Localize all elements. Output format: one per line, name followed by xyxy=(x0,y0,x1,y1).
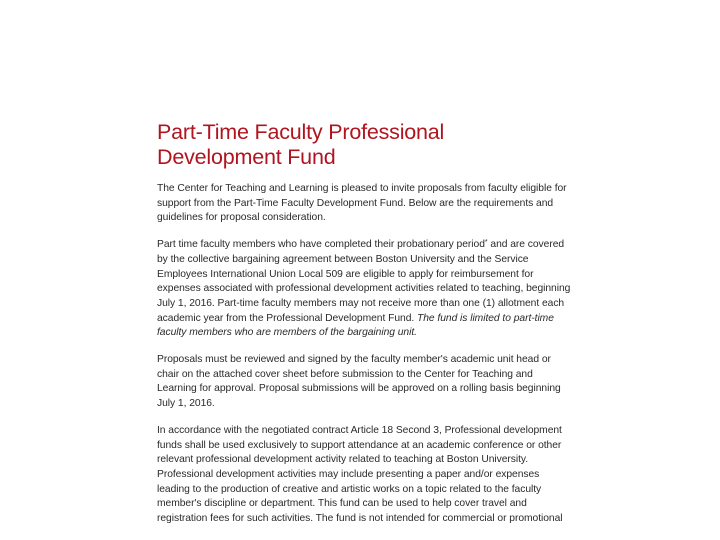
document-title-line-2: Development Fund xyxy=(157,145,336,169)
eligibility-paragraph xyxy=(157,238,571,341)
footnote-mark: * xyxy=(484,239,488,247)
contract-paragraph: In accordance with the negotiated contract Article 18 Second 3, Professional development funds shall be used exclusively to support attendance at an academic conference or other relevant professional development activity related to teaching at Boston University. Professional development activities may include presenting a paper and/or expenses leading to the production of creative and artistic works on a topic related to the faculty member's discipline or department. This fund can be used to help cover travel and registration fees for such activities. The fund is not intended for commercial or promotional xyxy=(157,424,563,525)
intro-paragraph: The Center for Teaching and Learning is pleased to invite proposals from faculty eligible for support from the Part-Time Faculty Development Fund. Below are the requirements and guidelines for proposal consideration. xyxy=(157,183,567,224)
document-excerpt xyxy=(157,120,571,525)
document-title-line-1: Part-Time Faculty Professional xyxy=(157,120,445,144)
eligibility-italic-note: The fund is limited to part-time faculty members who are members of the bargaining unit. xyxy=(157,312,554,339)
review-paragraph: Proposals must be reviewed and signed by the faculty member's academic unit head or chair on the attached cover sheet before submission to the Center for Teaching and Learning for approval. Proposal submissions will be approved on a rolling basis beginning July 1, 2016. xyxy=(157,354,561,410)
eligibility-text-part-2: and are covered by the collective bargaining agreement between Boston University and the Service Employees International Union Local 509 are eligible to apply for reimbursement for expenses associated with professional development activities related to teaching, beginning July 1, 2016. Part-time faculty members may not receive more than one (1) allotment each academic year from the Professional Development Fund. xyxy=(157,239,571,324)
eligibility-text-part-1: Part time faculty members who have completed their probationary period xyxy=(157,239,485,251)
document-title xyxy=(157,120,571,170)
